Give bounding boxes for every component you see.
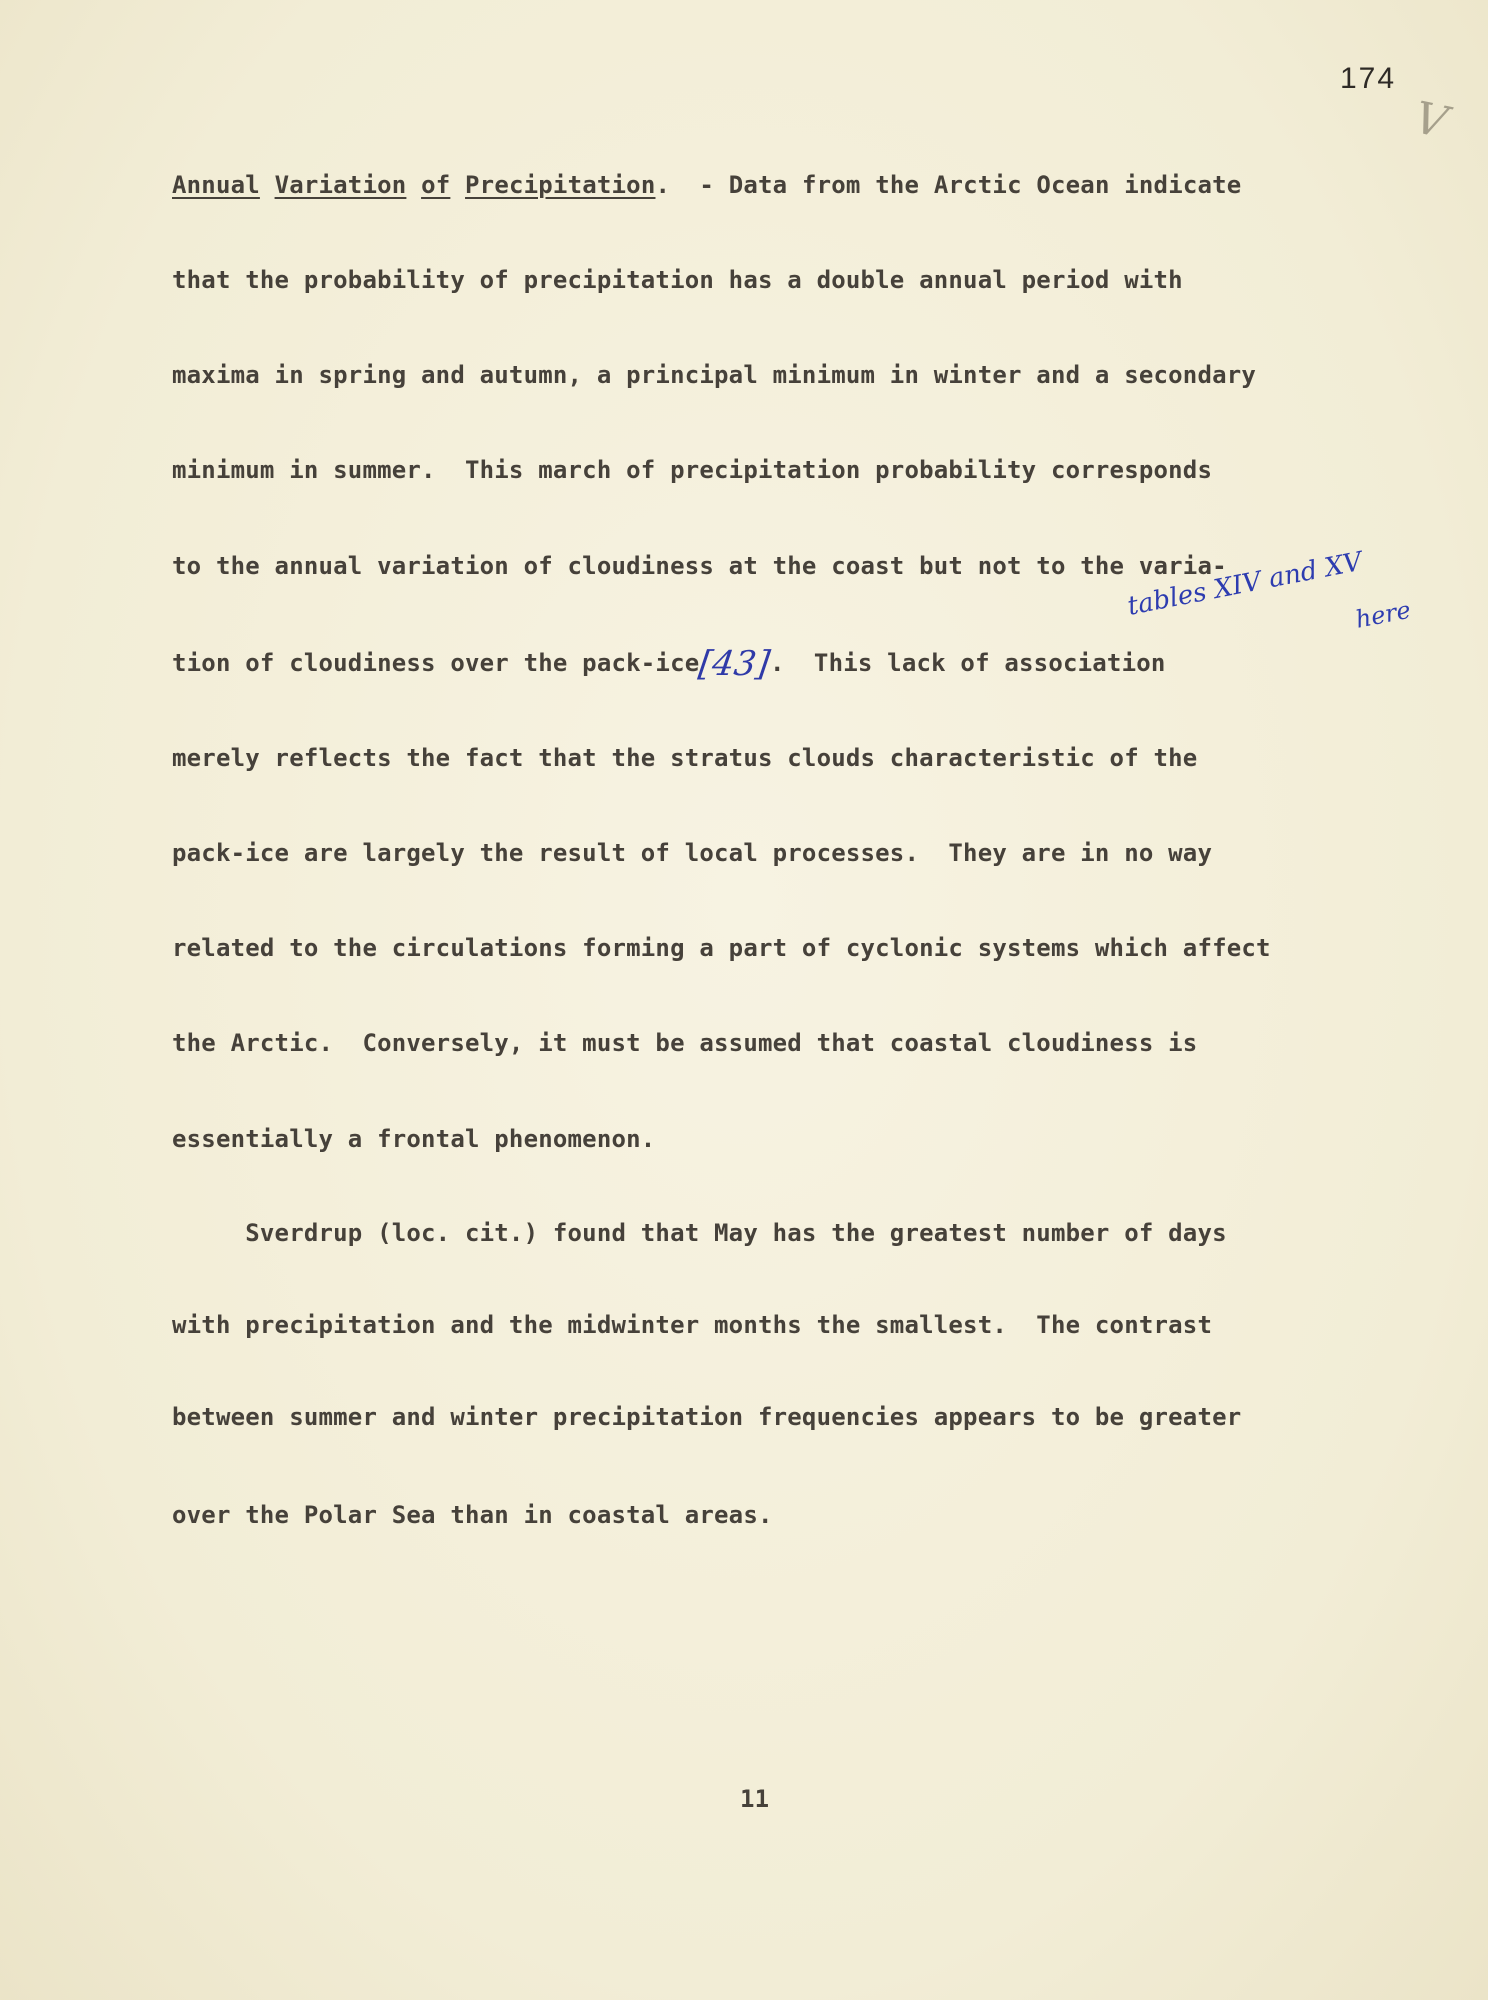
heading-word: Precipitation xyxy=(465,171,656,199)
paragraph1-line-5: to the annual variation of cloudiness at the coast but not to the varia- xyxy=(172,552,1227,580)
paragraph1-line-11: essentially a frontal phenomenon. xyxy=(172,1125,656,1153)
paragraph2-line-1: Sverdrup (loc. cit.) found that May has the greatest number of days xyxy=(172,1219,1227,1247)
first-line-rest: . - Data from the Arctic Ocean indicate xyxy=(655,171,1242,199)
paragraph1-line-8: pack-ice are largely the result of local processes. They are in no way xyxy=(172,839,1213,867)
heading-word: Annual xyxy=(172,171,260,199)
paragraph2-line-2: with precipitation and the midwinter months the smallest. The contrast xyxy=(172,1311,1213,1339)
line-text: tion of cloudiness over the pack-ice xyxy=(172,649,700,677)
paragraph1-line-3: maxima in spring and autumn, a principal minimum in winter and a secondary xyxy=(172,361,1257,389)
paragraph1-line-4: minimum in summer. This march of precipitation probability corresponds xyxy=(172,456,1213,484)
margin-note-here: here xyxy=(1353,595,1413,634)
page-number: 11 xyxy=(740,1785,770,1813)
paragraph2-line-4: over the Polar Sea than in coastal areas. xyxy=(172,1501,773,1529)
paragraph2-line-3: between summer and winter precipitation frequencies appears to be greater xyxy=(172,1403,1242,1431)
paragraph1-line-7: merely reflects the fact that the stratus clouds characteristic of the xyxy=(172,744,1198,772)
paragraph1-line-9: related to the circulations forming a part of cyclonic systems which affect xyxy=(172,934,1271,962)
margin-note: tables XIV and XV xyxy=(1125,546,1365,622)
line-text-rest: . This lack of association xyxy=(769,649,1166,677)
paragraph1-line-6 xyxy=(172,644,1166,684)
heading-word: Variation xyxy=(274,171,407,199)
paragraph1-line-1 xyxy=(172,170,1241,200)
citation-reference: [43] xyxy=(696,644,773,684)
heading-word: of xyxy=(421,171,451,199)
paragraph1-line-10: the Arctic. Conversely, it must be assumed that coastal cloudiness is xyxy=(172,1029,1198,1057)
check-mark: V xyxy=(1410,92,1452,149)
citation-number: 43 xyxy=(710,644,760,684)
handwritten-page-number: 174 xyxy=(1340,62,1397,95)
paragraph1-line-2: that the probability of precipitation has a double annual period with xyxy=(172,266,1183,294)
